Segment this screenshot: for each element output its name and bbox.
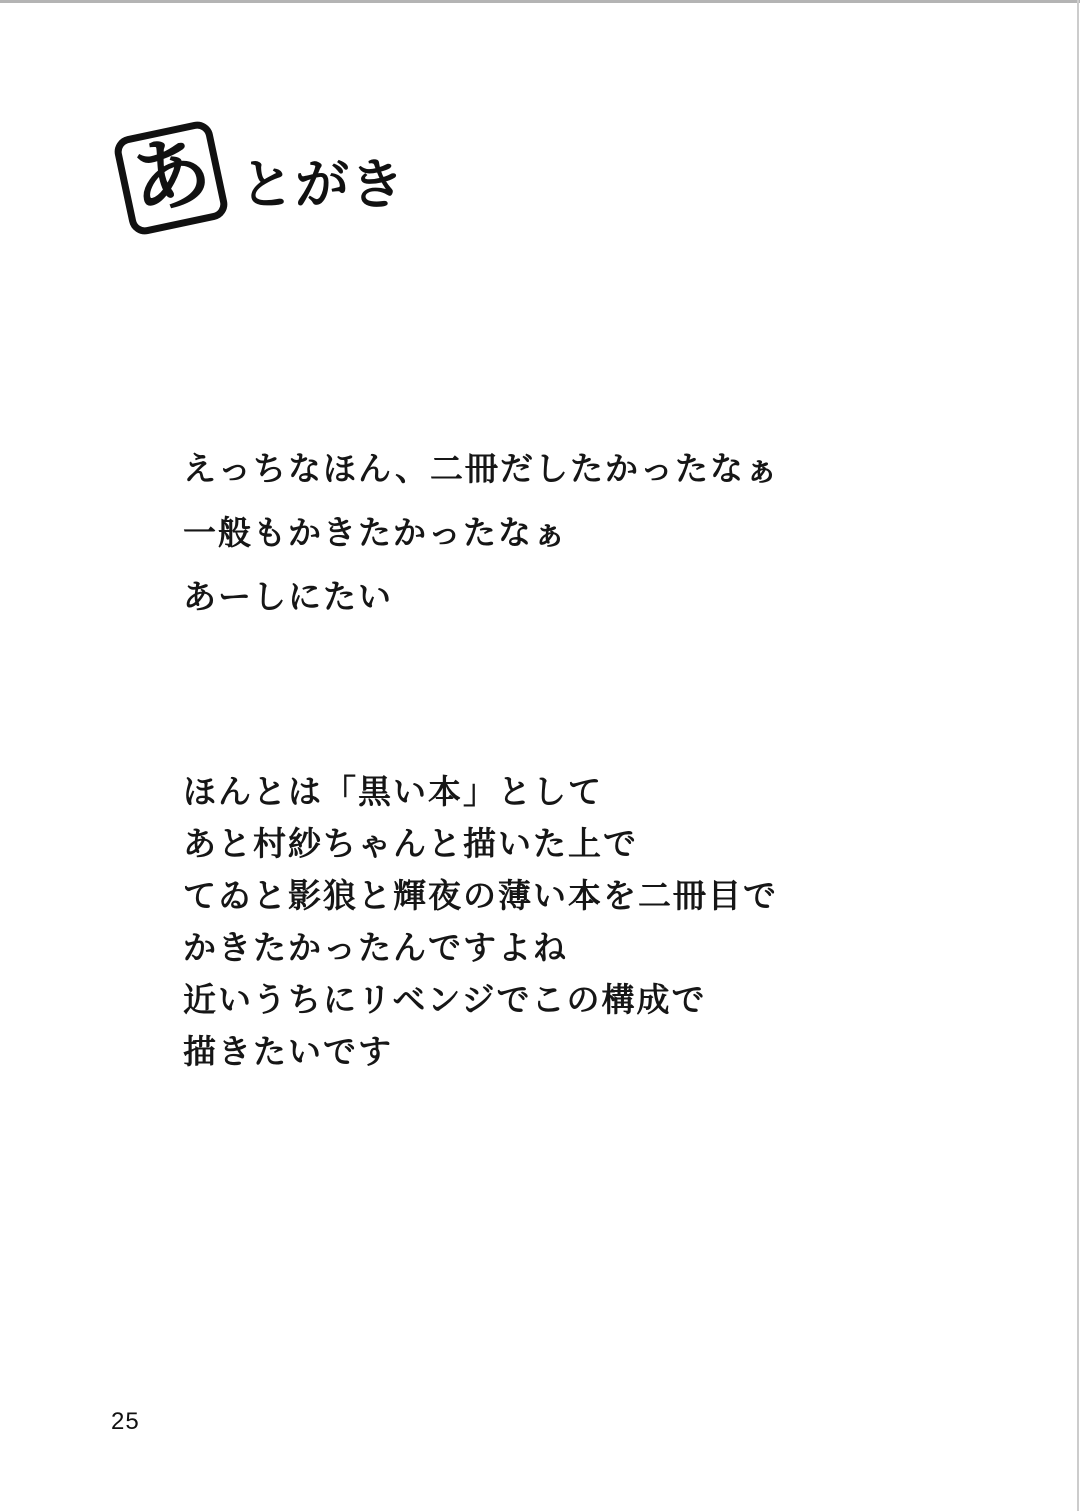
- afterword-line: てゐと影狼と輝夜の薄い本を二冊目で: [183, 876, 778, 915]
- scan-edge-right: [1077, 0, 1079, 1511]
- title-character-box: [112, 119, 231, 238]
- afterword-line: 一般もかきたかったなぁ: [183, 513, 568, 552]
- afterword-paragraph-2: [183, 766, 778, 1078]
- afterword-line: 近いうちにリベンジでこの構成で: [183, 980, 707, 1019]
- afterword-paragraph-1: [183, 437, 780, 629]
- scan-edge-top: [0, 0, 1080, 3]
- page-number: 25: [111, 1408, 140, 1435]
- afterword-line: 描きたいです: [183, 1032, 393, 1071]
- title-text: とがき: [240, 153, 405, 216]
- afterword-line: えっちなほん、二冊だしたかったなぁ: [183, 449, 780, 488]
- title-boxed-char: あ: [121, 121, 220, 230]
- afterword-line: あと村紗ちゃんと描いた上で: [183, 824, 638, 863]
- afterword-line: かきたかったんですよね: [183, 928, 568, 967]
- afterword-line: あーしにたい: [183, 577, 393, 616]
- afterword-line: ほんとは「黒い本」として: [183, 772, 603, 811]
